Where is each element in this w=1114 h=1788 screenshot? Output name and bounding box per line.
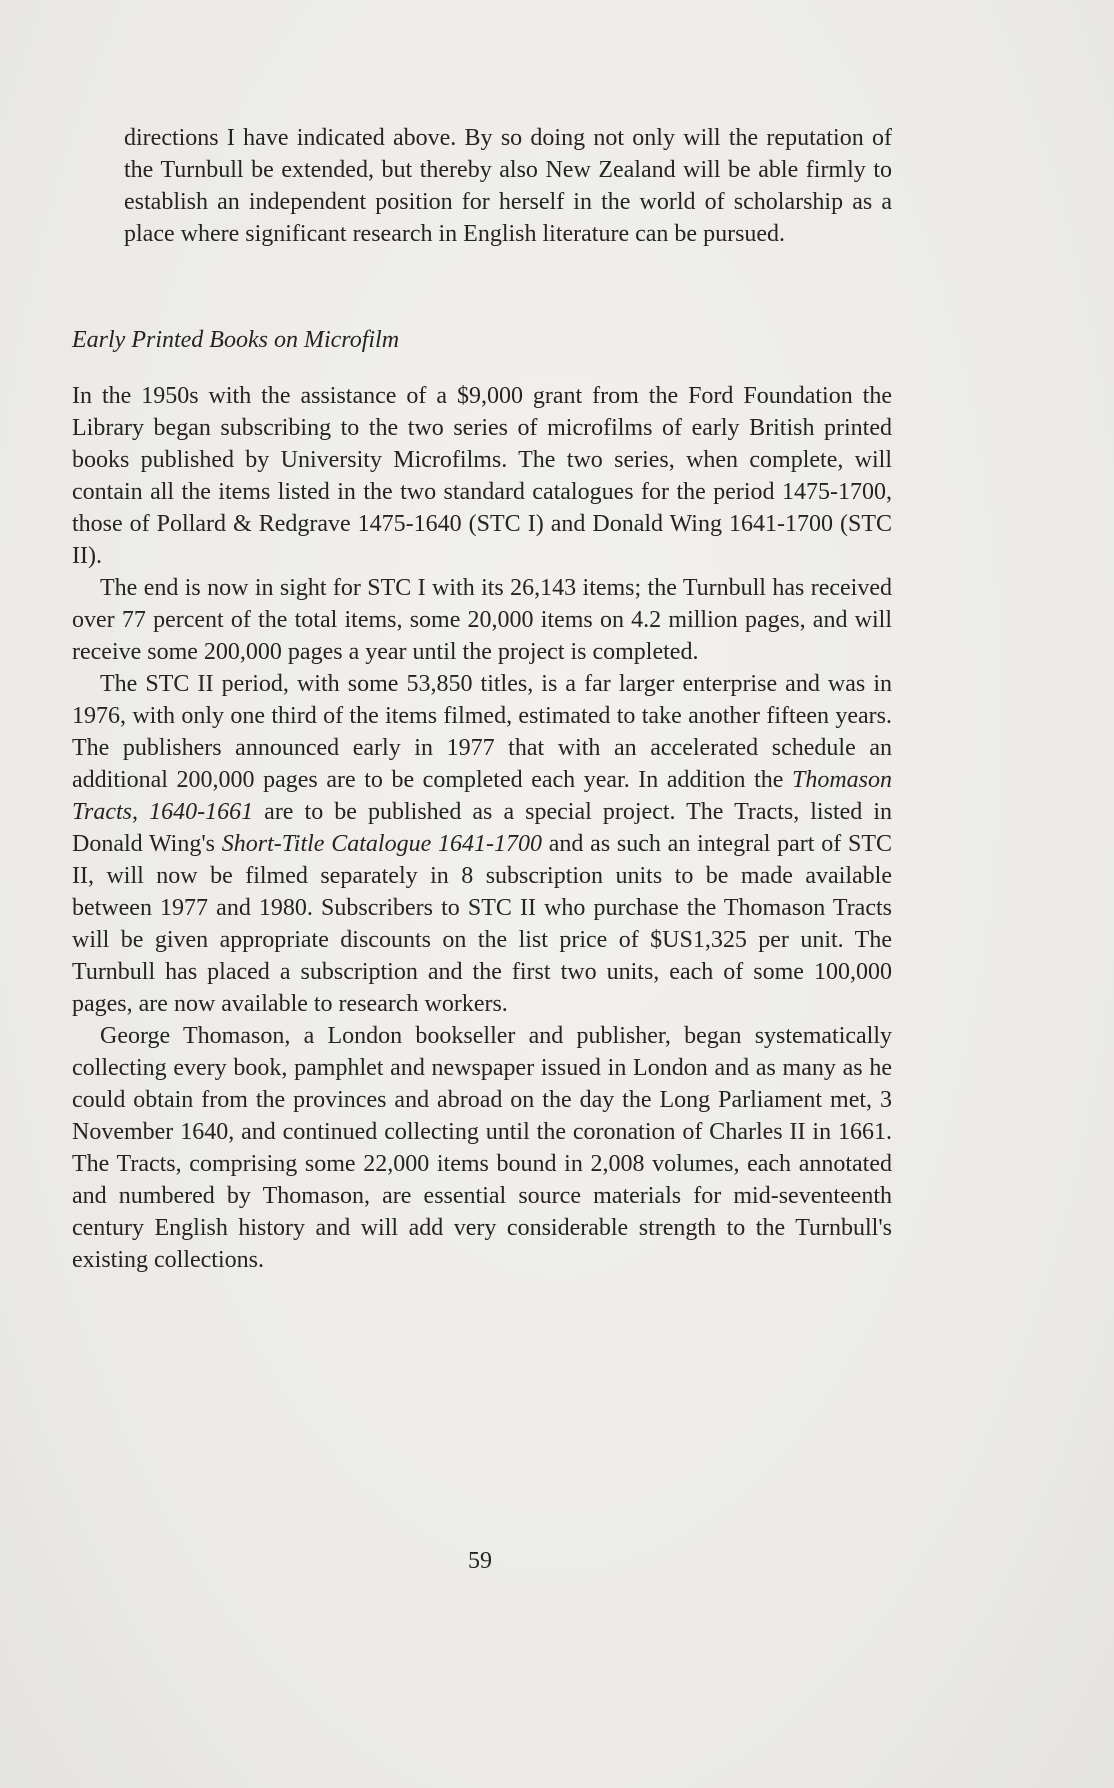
intro-paragraph-block <box>124 122 892 250</box>
body-text <box>72 380 892 1276</box>
short-title-catalogue-title: Short-Title Catalogue 1641-1700 <box>221 831 542 857</box>
paragraph-4: George Thomason, a London bookseller and publisher, began systematically collecting every book, pamphlet and newspaper issued in London and as many as he could obtain from the provinces and abroad on the day the Long Parliament met, 3 November 1640, and continued collecting until the coronation of Charles II in 1661. The Tracts, comprising some 22,000 items bound in 2,008 volumes, each annotated and numbered by Thomason, are essential source materials for mid-seventeenth century English history and will add very considerable strength to the Turnbull's existing collections. <box>72 1023 892 1273</box>
page-number: 59 <box>468 1548 492 1574</box>
paragraph-2: The end is now in sight for STC I with its 26,143 items; the Turnbull has received over 77 percent of the total items, some 20,000 items on 4.2 million pages, and will receive some 200,000 pages a year until the project is completed. <box>72 575 892 665</box>
paragraph-3-part-b: are to be published as a special project. The Tracts, listed in Donald Wing's <box>72 799 893 857</box>
section-heading: Early Printed Books on Microfilm <box>72 327 400 353</box>
intro-paragraph: directions I have indicated above. By so doing not only will the reputation of the Turnbull be extended, but thereby also New Zealand will be able firmly to establish an independent position for herself in the world of scholarship as a place where significant research in English literature can be pursued. <box>124 125 892 247</box>
paragraph-3-part-a: The STC II period, with some 53,850 titles, is a far larger enterprise and was in 1976, with only one third of the items filmed, estimated to take another fifteen years. The publishers announced early in 1977 that with an accelerated schedule an additional 200,000 pages are to be completed each year. In addition the <box>72 671 892 793</box>
paragraph-3-part-c: and as such an integral part of STC II, will now be filmed separately in 8 subscription units to be made available between 1977 and 1980. Subscribers to STC II who purchase the Thomason Tracts will be given appropriate discounts on the list price of $US1,325 per unit. The Turnbull has placed a subscription and the first two units, each of some 100,000 pages, are now available to research workers. <box>72 831 892 1017</box>
paragraph-1: In the 1950s with the assistance of a $9,000 grant from the Ford Foundation the Library began subscribing to the two series of microfilms of early British printed books published by University Microfilms. The two series, when complete, will contain all the items listed in the two standard catalogues for the period 1475-1700, those of Pollard & Redgrave 1475-1640 (STC I) and Donald Wing 1641-1700 (STC II). <box>72 383 892 569</box>
paragraph-3 <box>72 668 892 1020</box>
thomason-tracts-title: Thomason Tracts, 1640-1661 <box>72 767 892 825</box>
